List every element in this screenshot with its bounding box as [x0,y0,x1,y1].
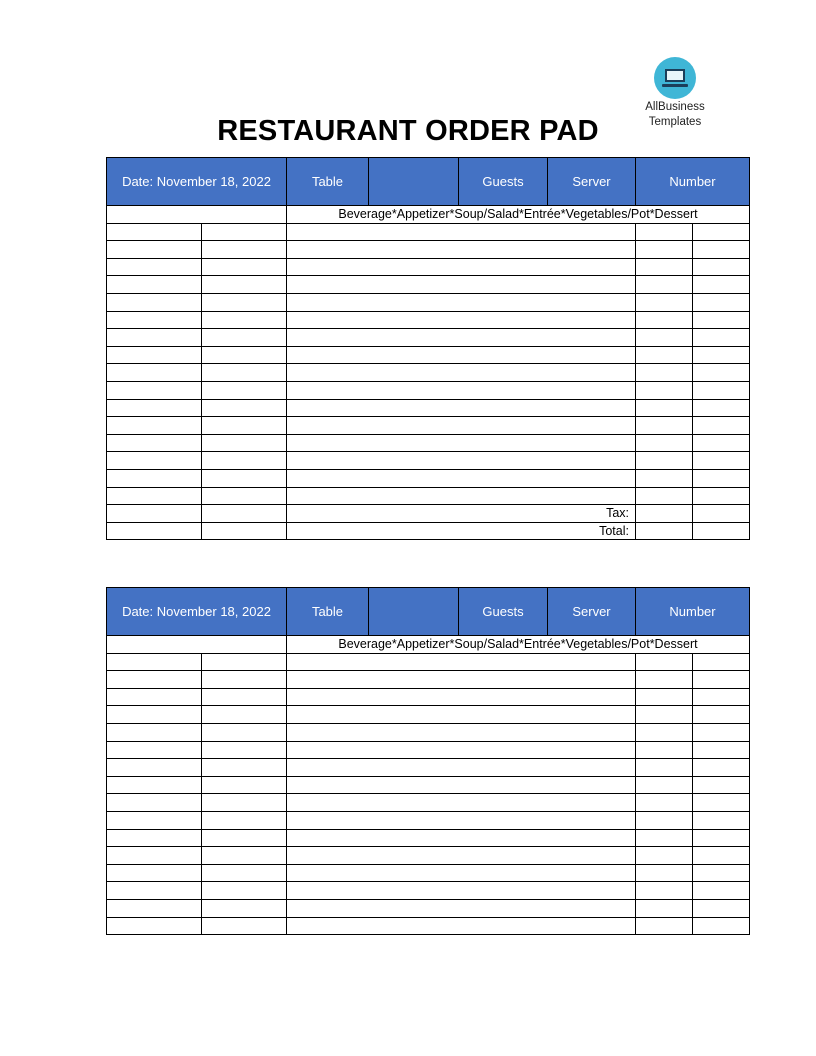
item-cell[interactable] [287,917,636,935]
page-title: RESTAURANT ORDER PAD [217,115,599,147]
qty-cell[interactable] [107,917,202,935]
item-cell[interactable] [287,223,636,241]
price-cell[interactable] [636,364,693,382]
qty-cell[interactable] [107,329,202,347]
laptop-icon [654,57,696,99]
item-cell[interactable] [287,364,636,382]
server-label: Server [548,158,636,206]
item-cell[interactable] [287,258,636,276]
item-cell[interactable] [287,882,636,900]
date-cell: Date: November 18, 2022 [107,588,287,636]
order-cell[interactable] [202,505,287,523]
total-amount-field[interactable] [636,522,693,540]
price-cents-cell[interactable] [693,723,750,741]
price-cents-cell[interactable] [693,899,750,917]
table-row [107,399,750,417]
price-cell[interactable] [636,399,693,417]
price-cents-cell[interactable] [693,776,750,794]
item-cell[interactable] [287,417,636,435]
seat-cell[interactable] [202,381,287,399]
logo-text-line2: Templates [648,116,702,128]
price-cell[interactable] [636,487,693,505]
price-cents-cell[interactable] [693,741,750,759]
table-row [107,776,750,794]
qty-cell[interactable] [107,258,202,276]
seat-cell[interactable] [202,346,287,364]
item-cell[interactable] [287,346,636,364]
table-value-field[interactable] [369,588,459,636]
price-cell[interactable] [636,223,693,241]
item-cell[interactable] [287,452,636,470]
table-row [107,452,750,470]
item-cell[interactable] [287,276,636,294]
seat-cell[interactable] [202,811,287,829]
price-cents-cell[interactable] [693,811,750,829]
price-cents-cell[interactable] [693,381,750,399]
item-cell[interactable] [287,829,636,847]
order-cell[interactable] [202,522,287,540]
item-cell[interactable] [287,381,636,399]
qty-cell[interactable] [107,469,202,487]
qty-cell[interactable] [107,776,202,794]
qty-cell[interactable] [107,417,202,435]
price-cents-cell[interactable] [693,847,750,865]
price-cell[interactable] [636,469,693,487]
seat-cell[interactable] [202,864,287,882]
qty-cell[interactable] [107,346,202,364]
price-cents-cell[interactable] [693,829,750,847]
item-cell[interactable] [287,311,636,329]
item-cell[interactable] [287,776,636,794]
seat-cell[interactable] [202,653,287,671]
price-cents-cell[interactable] [693,452,750,470]
qty-cell[interactable] [107,759,202,777]
qty-cell[interactable] [107,241,202,259]
seat-cell[interactable] [202,688,287,706]
price-cell[interactable] [636,864,693,882]
order-rows [107,223,750,505]
price-cell[interactable] [636,293,693,311]
price-cell[interactable] [636,899,693,917]
price-cents-cell[interactable] [693,794,750,812]
price-cents-cell[interactable] [693,706,750,724]
number-label: Number [636,158,750,206]
order-pad-1 [106,157,750,540]
seat-cell[interactable] [202,452,287,470]
table-row [107,811,750,829]
price-cell[interactable] [636,741,693,759]
qty-cell[interactable] [107,829,202,847]
item-cell[interactable] [287,759,636,777]
table-row [107,653,750,671]
table-row [107,899,750,917]
price-cell[interactable] [636,346,693,364]
table-row [107,241,750,259]
table-row [107,364,750,382]
table-row [107,469,750,487]
price-cents-cell[interactable] [693,917,750,935]
table-row [107,417,750,435]
item-cell[interactable] [287,864,636,882]
table-row [107,671,750,689]
item-cell[interactable] [287,399,636,417]
qty-cell[interactable] [107,794,202,812]
item-cell[interactable] [287,434,636,452]
table-row [107,917,750,935]
price-cents-cell[interactable] [693,688,750,706]
price-cell[interactable] [636,434,693,452]
seat-cell[interactable] [202,917,287,935]
blank-cell[interactable] [107,636,287,654]
qty-cell[interactable] [107,671,202,689]
tax-amount-field[interactable] [636,505,693,523]
total-label: Total: [287,522,636,540]
seat-cell[interactable] [202,223,287,241]
order-cell[interactable] [107,522,202,540]
table-row [107,741,750,759]
item-cell[interactable] [287,794,636,812]
price-cents-cell[interactable] [693,293,750,311]
qty-cell[interactable] [107,723,202,741]
seat-cell[interactable] [202,723,287,741]
table-row [107,223,750,241]
qty-cell[interactable] [107,864,202,882]
item-cell[interactable] [287,688,636,706]
qty-cell[interactable] [107,399,202,417]
categories-row [107,206,750,224]
price-cents-cell[interactable] [693,653,750,671]
price-cents-cell[interactable] [693,671,750,689]
price-cell[interactable] [636,671,693,689]
price-cell[interactable] [636,759,693,777]
table-label: Table [287,588,369,636]
price-cell[interactable] [636,452,693,470]
price-cents-cell[interactable] [693,276,750,294]
table-row [107,346,750,364]
qty-cell[interactable] [107,487,202,505]
table-row [107,434,750,452]
qty-cell[interactable] [107,311,202,329]
price-cell[interactable] [636,653,693,671]
seat-cell[interactable] [202,759,287,777]
price-cell[interactable] [636,829,693,847]
price-cell[interactable] [636,417,693,435]
seat-cell[interactable] [202,741,287,759]
seat-cell[interactable] [202,469,287,487]
tax-label: Tax: [287,505,636,523]
price-cents-cell[interactable] [693,364,750,382]
price-cents-cell[interactable] [693,329,750,347]
price-cell[interactable] [636,723,693,741]
table-row [107,311,750,329]
price-cents-cell[interactable] [693,759,750,777]
qty-cell[interactable] [107,706,202,724]
table-row [107,723,750,741]
item-cell[interactable] [287,723,636,741]
price-cell[interactable] [636,847,693,865]
categories-label: Beverage*Appetizer*Soup/Salad*Entrée*Vegetables/Pot*Dessert [287,206,750,224]
blank-cell[interactable] [107,206,287,224]
table-row [107,847,750,865]
qty-cell[interactable] [107,811,202,829]
qty-cell[interactable] [107,653,202,671]
seat-cell[interactable] [202,364,287,382]
qty-cell[interactable] [107,452,202,470]
table-row [107,293,750,311]
seat-cell[interactable] [202,293,287,311]
order-rows [107,653,750,935]
price-cents-cell[interactable] [693,434,750,452]
item-cell[interactable] [287,899,636,917]
seat-cell[interactable] [202,487,287,505]
price-cell[interactable] [636,794,693,812]
seat-cell[interactable] [202,417,287,435]
guests-label: Guests [459,588,548,636]
table-row [107,794,750,812]
table-row [107,882,750,900]
table-value-field[interactable] [369,158,459,206]
item-cell[interactable] [287,469,636,487]
price-cents-cell[interactable] [693,864,750,882]
seat-cell[interactable] [202,311,287,329]
price-cents-cell[interactable] [693,241,750,259]
table-row [107,381,750,399]
price-cell[interactable] [636,917,693,935]
item-cell[interactable] [287,811,636,829]
server-label: Server [548,588,636,636]
price-cell[interactable] [636,381,693,399]
item-cell[interactable] [287,241,636,259]
seat-cell[interactable] [202,258,287,276]
price-cell[interactable] [636,776,693,794]
date-cell: Date: November 18, 2022 [107,158,287,206]
number-label: Number [636,588,750,636]
price-cents-cell[interactable] [693,311,750,329]
qty-cell[interactable] [107,293,202,311]
seat-cell[interactable] [202,399,287,417]
price-cell[interactable] [636,311,693,329]
table-row [107,829,750,847]
item-cell[interactable] [287,653,636,671]
header-row [107,158,750,206]
price-cell[interactable] [636,241,693,259]
item-cell[interactable] [287,847,636,865]
tax-row [107,505,750,523]
price-cell[interactable] [636,706,693,724]
logo-text-line1: AllBusiness [645,101,705,113]
price-cell[interactable] [636,276,693,294]
tax-amount-field[interactable] [693,505,750,523]
item-cell[interactable] [287,293,636,311]
qty-cell[interactable] [107,434,202,452]
qty-cell[interactable] [107,741,202,759]
price-cents-cell[interactable] [693,417,750,435]
order-cell[interactable] [107,505,202,523]
total-row [107,522,750,540]
table-row [107,759,750,777]
price-cents-cell[interactable] [693,469,750,487]
qty-cell[interactable] [107,899,202,917]
price-cents-cell[interactable] [693,882,750,900]
price-cents-cell[interactable] [693,223,750,241]
seat-cell[interactable] [202,882,287,900]
table-label: Table [287,158,369,206]
seat-cell[interactable] [202,329,287,347]
categories-label: Beverage*Appetizer*Soup/Salad*Entrée*Vegetables/Pot*Dessert [287,636,750,654]
price-cents-cell[interactable] [693,258,750,276]
seat-cell[interactable] [202,671,287,689]
seat-cell[interactable] [202,241,287,259]
item-cell[interactable] [287,487,636,505]
header-row [107,588,750,636]
seat-cell[interactable] [202,706,287,724]
item-cell[interactable] [287,671,636,689]
qty-cell[interactable] [107,276,202,294]
price-cell[interactable] [636,688,693,706]
table-row [107,329,750,347]
price-cents-cell[interactable] [693,487,750,505]
seat-cell[interactable] [202,899,287,917]
seat-cell[interactable] [202,276,287,294]
item-cell[interactable] [287,329,636,347]
table-row [107,688,750,706]
qty-cell[interactable] [107,847,202,865]
item-cell[interactable] [287,706,636,724]
guests-label: Guests [459,158,548,206]
seat-cell[interactable] [202,794,287,812]
qty-cell[interactable] [107,223,202,241]
item-cell[interactable] [287,741,636,759]
seat-cell[interactable] [202,776,287,794]
qty-cell[interactable] [107,688,202,706]
total-amount-field[interactable] [693,522,750,540]
seat-cell[interactable] [202,434,287,452]
price-cents-cell[interactable] [693,346,750,364]
qty-cell[interactable] [107,381,202,399]
price-cell[interactable] [636,882,693,900]
table-row [107,276,750,294]
categories-row [107,636,750,654]
seat-cell[interactable] [202,847,287,865]
price-cell[interactable] [636,811,693,829]
price-cents-cell[interactable] [693,399,750,417]
table-row [107,864,750,882]
price-cell[interactable] [636,258,693,276]
seat-cell[interactable] [202,829,287,847]
qty-cell[interactable] [107,364,202,382]
table-row [107,706,750,724]
table-row [107,487,750,505]
qty-cell[interactable] [107,882,202,900]
table-row [107,258,750,276]
price-cell[interactable] [636,329,693,347]
order-pad-2 [106,587,750,935]
